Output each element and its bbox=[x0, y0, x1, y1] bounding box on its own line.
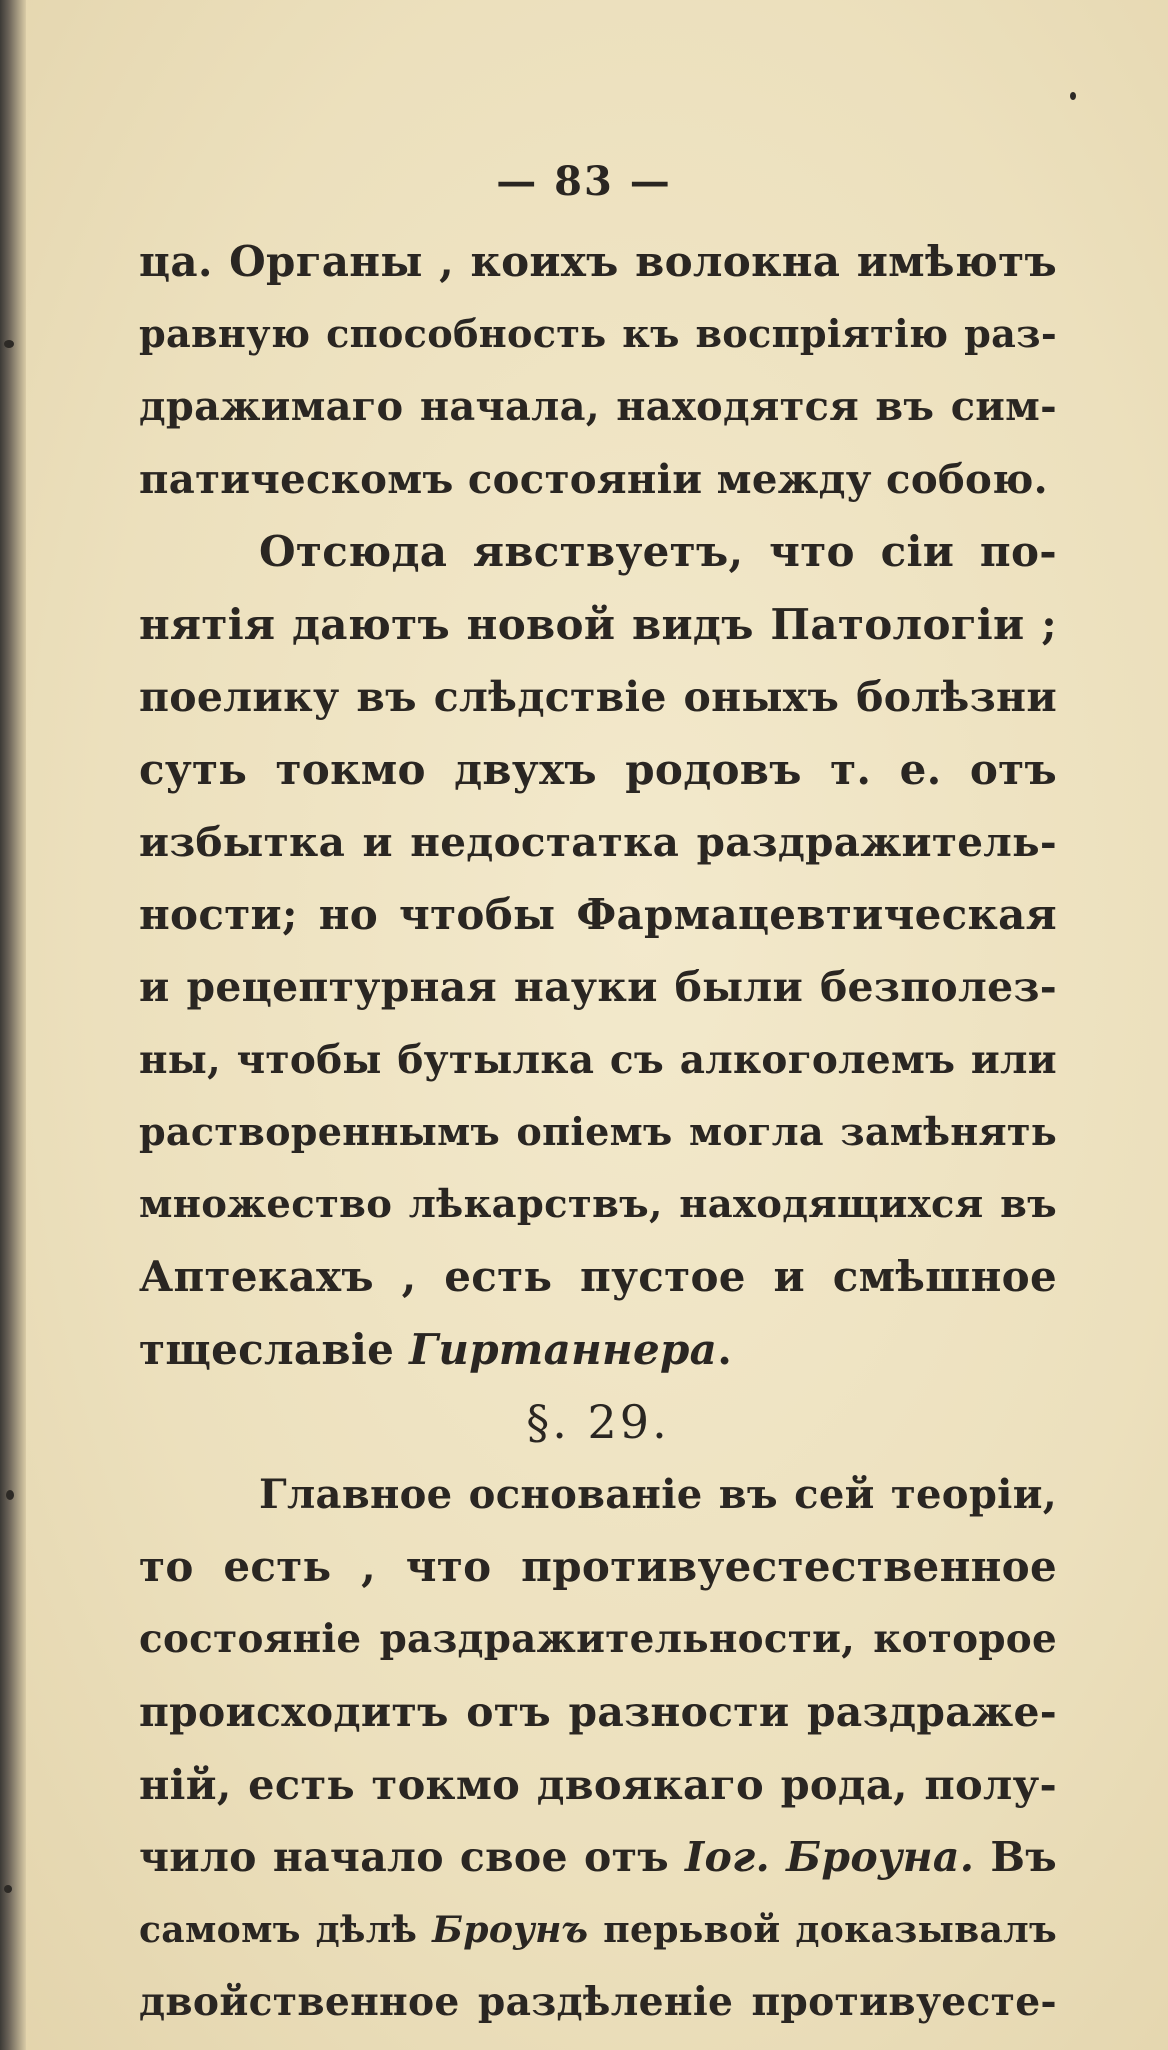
text-line bbox=[139, 1314, 1057, 1387]
text-line: ности; но чтобы Фармацевтическая bbox=[139, 889, 1057, 939]
text-line: ца. Органы , коихъ волокна имѣютъ bbox=[139, 237, 1057, 286]
text-line: состояніе раздражительности, которое bbox=[139, 1616, 1057, 1662]
text-line bbox=[139, 1894, 1057, 1967]
text-line: происходитъ отъ разности раздраже- bbox=[139, 1688, 1057, 1736]
text-line: суть токмо двухъ родовъ т. е. отъ bbox=[139, 744, 1057, 794]
text-line: множество лѣкарствъ, находящихся въ bbox=[139, 1181, 1057, 1227]
page-gutter-shadow bbox=[0, 0, 26, 2050]
text-line: Аптекахъ , есть пустое и смѣшное bbox=[139, 1252, 1057, 1301]
paragraph-first-line: Главное основаніе въ сей теоріи, bbox=[259, 1470, 1057, 1518]
text-line: нятія даютъ новой видъ Патологіи ; bbox=[139, 599, 1057, 649]
text-line: раствореннымъ опіемъ могла замѣнять bbox=[139, 1109, 1057, 1154]
text-line: и рецептурная науки были безполез- bbox=[139, 963, 1057, 1011]
page-number: — 83 — bbox=[496, 158, 672, 205]
italic-name: Броунъ bbox=[432, 1907, 589, 1951]
text-run: тщеславіе bbox=[139, 1324, 410, 1374]
text-line: патическомъ состояніи между собою. bbox=[139, 455, 1048, 503]
section-heading: §. 29. bbox=[526, 1395, 670, 1449]
paragraph-first-line: Отсюда явствуетъ, что сіи по- bbox=[259, 527, 1057, 576]
margin-mark bbox=[4, 340, 14, 348]
italic-name: Іог. Броуна. bbox=[685, 1833, 975, 1881]
text-line: поелику въ слѣдствіе оныхъ болѣзни bbox=[139, 673, 1057, 721]
text-run: перьвой доказывалъ bbox=[588, 1907, 1058, 1951]
margin-mark bbox=[6, 1490, 14, 1500]
body-text bbox=[139, 226, 1057, 2039]
text-line: ній, есть токмо двоякаго рода, полу- bbox=[139, 1759, 1057, 1809]
text-line: избытка и недостатка раздражитель- bbox=[139, 818, 1057, 866]
text-line: то есть , что противуестественное bbox=[139, 1542, 1057, 1591]
text-line: двойственное раздѣленіе противуесте- bbox=[139, 1979, 1057, 2025]
text-line: равную способность къ воспріятію раз- bbox=[139, 311, 1057, 357]
text-line bbox=[139, 1821, 1057, 1894]
text-run: . bbox=[717, 1324, 733, 1374]
margin-mark bbox=[4, 1885, 12, 1893]
text-run: самомъ дѣлѣ bbox=[139, 1907, 433, 1951]
text-run: чило начало свое отъ bbox=[139, 1833, 686, 1881]
text-line: дражимаго начала, находятся въ сим- bbox=[139, 384, 1057, 430]
text-run: Въ bbox=[974, 1833, 1058, 1881]
ink-speck bbox=[1070, 92, 1076, 100]
italic-name: Гиртаннера bbox=[409, 1324, 718, 1374]
text-line: ны, чтобы бутылка съ алкоголемъ или bbox=[139, 1036, 1057, 1083]
